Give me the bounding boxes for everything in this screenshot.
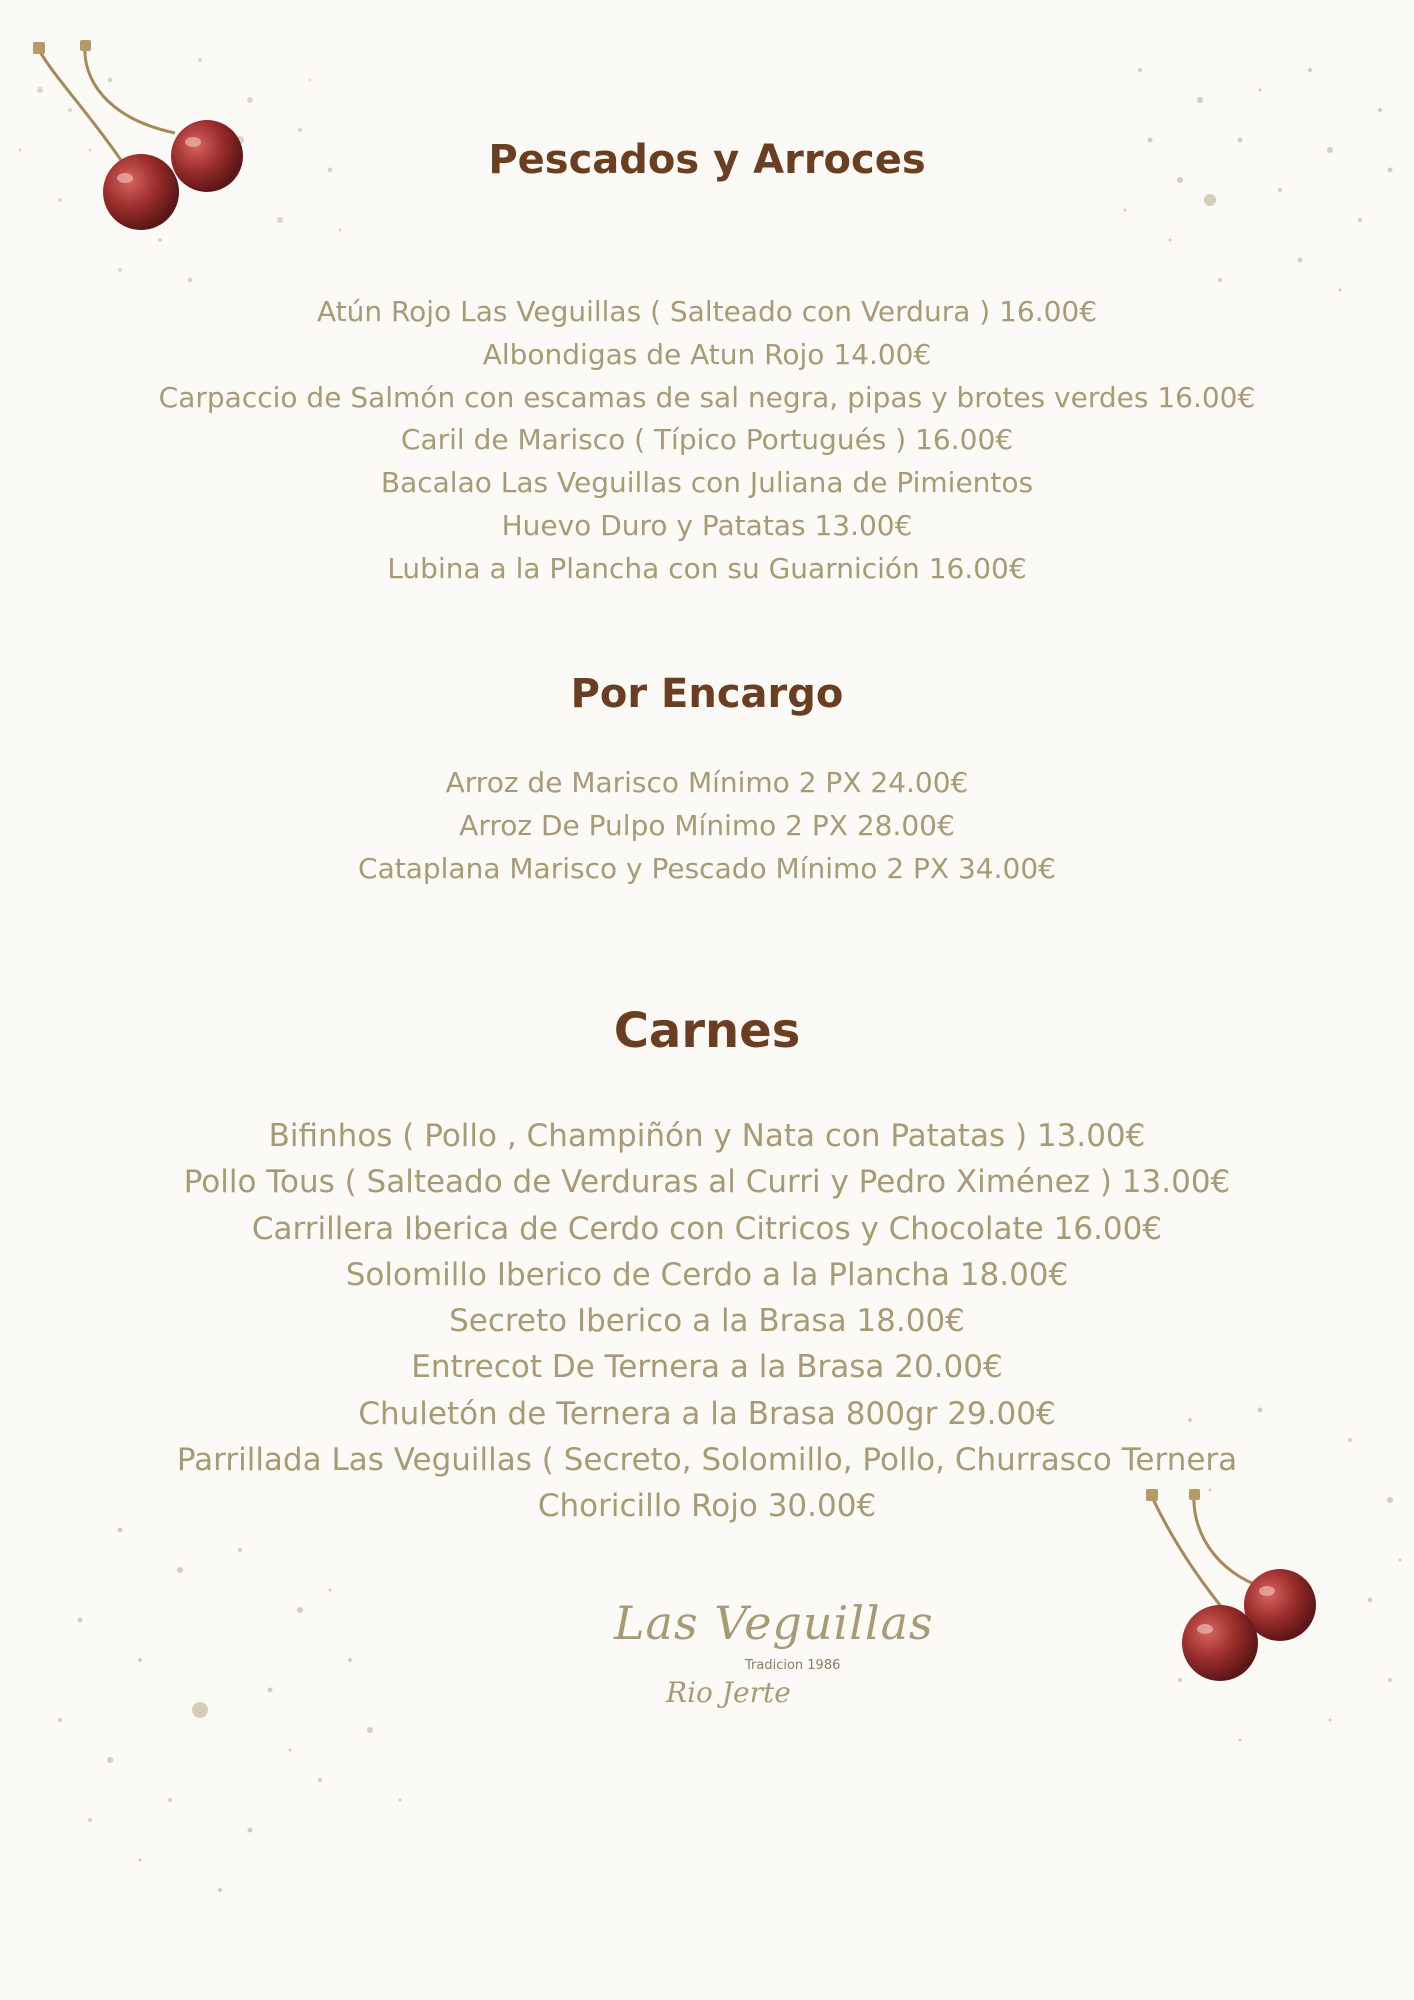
section-items-pescados [0,291,1414,591]
menu-item: Carpaccio de Salmón con escamas de sal negra, pipas y brotes verdes 16.00€ [158,380,1256,414]
menu-item: Solomillo Iberico de Cerdo a la Plancha 18.00€ [345,1256,1069,1293]
menu-item: Secreto Iberico a la Brasa 18.00€ [449,1303,965,1340]
menu-item: Carrillera Iberica de Cerdo con Citricos y Chocolate 16.00€ [251,1210,1163,1247]
section-title-por-encargo: Por Encargo [570,671,844,717]
menu-item: Cataplana Marisco y Pescado Mínimo 2 PX 34.00€ [358,852,1056,885]
section-title-carnes: Carnes [613,1003,801,1059]
section-title-pescados: Pescados y Arroces [488,137,926,183]
section-items-carnes [0,1113,1414,1530]
restaurant-logo [600,1590,934,1720]
menu-item: Albondigas de Atun Rojo 14.00€ [482,337,932,371]
menu-item: Atún Rojo Las Veguillas ( Salteado con Verdura ) 16.00€ [316,295,1098,328]
menu-item: Huevo Duro y Patatas 13.00€ [501,508,913,542]
logo-name: Las Veguillas [614,1596,934,1650]
splatter-bottom-left [20,1500,440,1920]
menu-item: Choricillo Rojo 30.00€ [537,1488,877,1525]
menu-item: Arroz De Pulpo Mínimo 2 PX 28.00€ [459,809,955,842]
menu-item: Parrillada Las Veguillas ( Secreto, Solomillo, Pollo, Churrasco Ternera [176,1442,1238,1479]
menu-item: Caril de Marisco ( Típico Portugués ) 16.00€ [400,423,1014,457]
menu-item: Lubina a la Plancha con su Guarnición 16.00€ [387,551,1027,585]
menu-item: Chuletón de Ternera a la Brasa 800gr 29.00€ [358,1395,1056,1432]
logo-place: Rio Jerte [666,1676,791,1709]
menu-item: Arroz de Marisco Mínimo 2 PX 24.00€ [445,766,969,799]
menu-item: Entrecot De Ternera a la Brasa 20.00€ [411,1349,1003,1386]
menu-item: Bacalao Las Veguillas con Juliana de Pimientos [380,466,1034,500]
menu-item: Bifinhos ( Pollo , Champiñón y Nata con Patatas ) 13.00€ [268,1118,1146,1154]
section-items-por-encargo [0,761,1414,890]
menu-item: Pollo Tous ( Salteado de Verduras al Curri y Pedro Ximénez ) 13.00€ [183,1164,1231,1201]
logo-tagline: Tradicion 1986 [745,1658,841,1673]
